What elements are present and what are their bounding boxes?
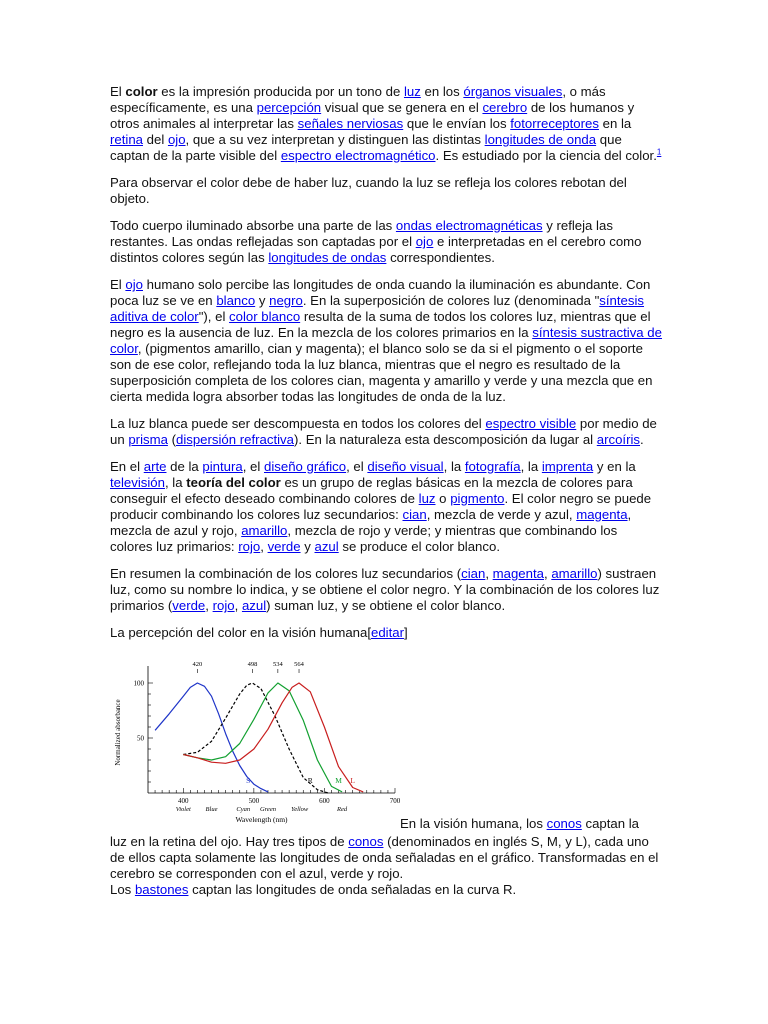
text-run: captan la [581, 816, 639, 831]
series-label-m: M [335, 775, 342, 785]
peak-label: 564 [294, 661, 304, 668]
text-run: Los [110, 882, 135, 897]
text-run: , [205, 598, 213, 613]
text-run: , [234, 598, 242, 613]
article-link[interactable]: síntesis aditiva de color [110, 293, 645, 324]
text-run: , (pigmentos amarillo, cian y magenta); el blanco solo se da si el pigmento o el soporte son de ese color, reflejando toda la luz blanca, mientras que el negro es resultado de la superposición completa de los colores cian, magenta y amarillo y verde y una mezcla que en cierta medida logra absorber todas las longitudes de onda de la luz. [110, 341, 653, 404]
article-link[interactable]: verde [172, 598, 206, 613]
article-link[interactable]: longitudes de onda [484, 132, 597, 147]
paragraph [110, 277, 662, 405]
figure-inline-caption [400, 816, 662, 832]
x-axis-label: Wavelength (nm) [235, 815, 288, 824]
paragraph [110, 84, 662, 164]
text-run: de la [166, 459, 203, 474]
series-label-r: R [307, 775, 313, 785]
article-link[interactable]: rojo [212, 598, 235, 613]
text-run: es un grupo de reglas básicas en la mezcla de colores para conseguir el efecto deseado combinando colores de [110, 475, 633, 506]
text-run: captan las longitudes de onda señaladas en la curva R. [188, 882, 517, 897]
article-body [110, 84, 662, 898]
article-link[interactable]: señales nerviosas [297, 116, 404, 131]
article-link[interactable]: televisión [110, 475, 165, 490]
article-link[interactable]: azul [314, 539, 339, 554]
bold-term: color [125, 84, 158, 99]
article-link[interactable]: cerebro [482, 100, 528, 115]
footnote-link[interactable]: 1 [656, 147, 662, 157]
text-run: , [485, 566, 493, 581]
article-link[interactable]: ojo [125, 277, 143, 292]
text-run: Para observar el color debe de haber luz, cuando la luz se refleja los colores rebotan del objeto. [110, 175, 627, 206]
text-run: , mezcla de azul y rojo, [110, 507, 632, 538]
y-tick-label: 100 [133, 679, 144, 688]
text-run: En el [110, 459, 144, 474]
article-link[interactable]: azul [241, 598, 267, 613]
text-run: y [300, 539, 315, 554]
text-run: del [143, 132, 168, 147]
bold-term: teoría del color [186, 475, 281, 490]
article-link[interactable]: magenta [576, 507, 628, 522]
text-run: en la [598, 116, 632, 131]
text-run: , [543, 566, 552, 581]
article-link[interactable]: imprenta [541, 459, 594, 474]
article-link[interactable]: dispersión refractiva [175, 432, 294, 447]
text-run: , que a su vez interpretan y distinguen las distintas [185, 132, 485, 147]
text-run: , [260, 539, 268, 554]
article-link[interactable]: blanco [216, 293, 256, 308]
text-run: El [110, 277, 126, 292]
text-run: visual que se genera en el [321, 100, 483, 115]
paragraph [110, 834, 662, 882]
article-link[interactable]: bastones [134, 882, 189, 897]
peak-label: 420 [192, 661, 203, 668]
text-run: "), el [198, 309, 230, 324]
text-run: y refleja las restantes. Las ondas reflejadas son captadas por el [110, 218, 613, 249]
text-run: . Es estudiado por la ciencia del color. [435, 148, 657, 163]
series-line-r [183, 683, 328, 793]
article-link[interactable]: espectro electromagnético [280, 148, 436, 163]
text-run: humano solo percibe las longitudes de onda cuando la iluminación es abundante. Con poca luz se ve en [110, 277, 651, 308]
article-link[interactable]: cian [461, 566, 486, 581]
section-heading [110, 625, 662, 641]
x-tick-label: 500 [248, 797, 260, 805]
article-link[interactable]: editar [370, 625, 404, 640]
paragraph [110, 218, 662, 266]
article-link[interactable]: arcoíris [596, 432, 640, 447]
article-link[interactable]: diseño gráfico [264, 459, 347, 474]
article-link[interactable]: longitudes de ondas [268, 250, 387, 265]
text-run: La percepción del color en la visión humana[ [110, 625, 371, 640]
x-tick-label: 600 [319, 797, 330, 805]
article-link[interactable]: negro [269, 293, 303, 308]
article-paragraphs [110, 84, 662, 641]
x-tick-label: 400 [178, 797, 189, 805]
text-run: y en la [593, 459, 636, 474]
article-link[interactable]: conos [348, 834, 384, 849]
text-run: o [435, 491, 451, 506]
article-link[interactable]: espectro visible [485, 416, 577, 431]
series-label-l: L [350, 775, 355, 785]
text-run: por medio de un [110, 416, 657, 447]
text-run: resulta de la suma de todos los colores luz, mientras que el negro es la ausencia de luz. En la mezcla de los colores primarios en la [110, 309, 651, 340]
paragraph [110, 882, 662, 898]
article-link[interactable]: amarillo [551, 566, 598, 581]
text-run: e interpretadas en el cerebro como distintos colores según las [110, 234, 642, 265]
text-run: (denominados en inglés S, M, y L), cada uno de ellos capta solamente las longitudes de onda señaladas en el gráfico. Transformadas en el cerebro se corresponden con el azul, verde y rojo. [110, 834, 659, 881]
text-run: , mezcla de verde y azul, [426, 507, 577, 522]
article-link[interactable]: color blanco [229, 309, 301, 324]
article-link[interactable]: rojo [238, 539, 261, 554]
text-run: , la [164, 475, 187, 490]
y-axis-label: Normalized absorbance [114, 699, 122, 766]
text-run: en los [420, 84, 464, 99]
article-link[interactable]: amarillo [241, 523, 288, 538]
article-link[interactable]: ojo [167, 132, 186, 147]
color-name-label: Blue [205, 806, 218, 813]
text-run: , el [242, 459, 264, 474]
article-link[interactable]: luz [418, 491, 436, 506]
text-run: se produce el color blanco. [338, 539, 500, 554]
color-name-label: Red [337, 806, 348, 813]
text-run: correspondientes. [386, 250, 495, 265]
cone-absorbance-chart [110, 652, 400, 828]
text-run: , o más específicamente, es una [110, 84, 606, 115]
text-run: y [255, 293, 270, 308]
article-link[interactable]: percepción [256, 100, 322, 115]
text-run: El [110, 84, 126, 99]
series-label-s: S [246, 775, 251, 785]
article-link[interactable]: fotorreceptores [510, 116, 599, 131]
article-link[interactable]: ondas electromagnéticas [395, 218, 543, 233]
text-run: que captan de la parte visible del [110, 132, 622, 163]
paragraph [110, 416, 662, 448]
article-link[interactable]: luz [403, 84, 421, 99]
text-run: ] [403, 625, 408, 640]
text-run: . [640, 432, 644, 447]
color-name-label: Cyan [236, 806, 251, 813]
article-link[interactable]: conos [546, 816, 582, 831]
text-run: , la [520, 459, 542, 474]
article-link[interactable]: diseño visual [367, 459, 444, 474]
article-link[interactable]: cian [402, 507, 427, 522]
color-name-label: Green [259, 806, 276, 813]
text-run: . El color negro se puede producir combinando los colores luz secundarios: [110, 491, 652, 522]
x-tick-label: 700 [389, 797, 400, 805]
text-run: es la impresión producida por un tono de [157, 84, 404, 99]
color-name-label: Violet [175, 806, 191, 813]
text-run: En la visión humana, los [400, 816, 547, 831]
text-run: ) suman luz, y se obtiene el color blanco. [266, 598, 506, 613]
text-run: que le envían los [403, 116, 511, 131]
footnote-ref[interactable] [657, 148, 661, 157]
article-link[interactable]: magenta [492, 566, 544, 581]
article-link[interactable]: pigmento [450, 491, 505, 506]
article-link[interactable]: ojo [415, 234, 434, 249]
text-run: , el [346, 459, 368, 474]
text-run: Todo cuerpo iluminado absorbe una parte de las [110, 218, 396, 233]
article-link[interactable]: prisma [128, 432, 168, 447]
article-link[interactable]: pintura [202, 459, 243, 474]
series-line-s [155, 683, 268, 792]
text-run: , la [443, 459, 465, 474]
text-run: luz en la retina del ojo. Hay tres tipos de [110, 834, 349, 849]
article-link[interactable]: arte [143, 459, 167, 474]
article-link[interactable]: retina [110, 132, 143, 147]
text-run: ) sustraen luz, como su nombre lo indica, y se obtiene el color negro. Y la combinación de los colores luz primarios ( [110, 566, 660, 613]
text-run: En resumen la combinación de los colores luz secundarios ( [110, 566, 462, 581]
peak-label: 534 [272, 661, 283, 668]
text-run: de los humanos y otros animales al interpretar las [110, 100, 635, 131]
article-link[interactable]: síntesis sustractiva de color [110, 325, 662, 356]
text-run: , mezcla de rojo y verde; y mientras que combinando los colores luz primarios: [110, 523, 618, 554]
text-run: La luz blanca puede ser descompuesta en todos los colores del [110, 416, 486, 431]
article-link[interactable]: verde [267, 539, 301, 554]
y-tick-label: 50 [137, 734, 144, 743]
article-link[interactable]: fotografía [464, 459, 521, 474]
figure-row [110, 652, 662, 831]
color-name-label: Yellow [291, 806, 309, 813]
text-run: . En la superposición de colores luz (denominada " [302, 293, 600, 308]
paragraph [110, 566, 662, 614]
peak-label: 498 [247, 661, 258, 668]
text-run: ( [167, 432, 176, 447]
paragraph [110, 175, 662, 207]
after-figure-text [110, 834, 662, 898]
paragraph [110, 459, 662, 555]
article-link[interactable]: órganos visuales [463, 84, 563, 99]
text-run: ). En la naturaleza esta descomposición da lugar al [294, 432, 597, 447]
